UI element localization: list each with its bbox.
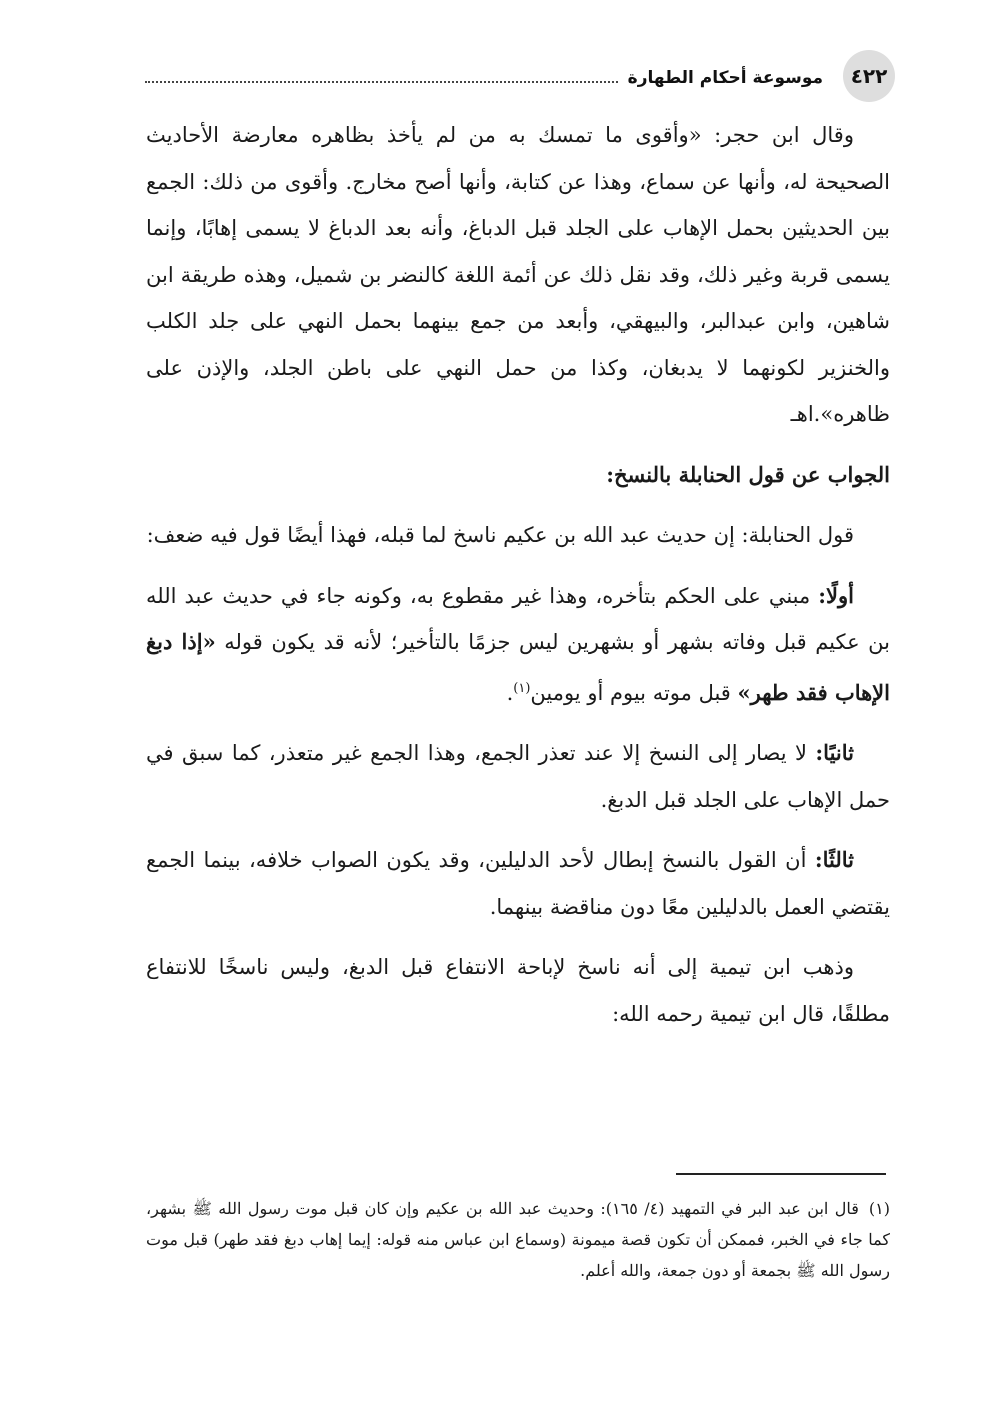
page-number: ٤٢٢	[850, 64, 888, 88]
footnote-separator	[676, 1173, 886, 1175]
page-number-badge	[843, 50, 895, 102]
paragraph-ibn-hajar-quote: وقال ابن حجر: «وأقوى ما تمسك به من لم يأخذ بظاهره معارضة الأحاديث الصحيحة له، وأنها عن سماع، وهذا عن كتابة، وأنها أصح مخارج. وأقوى من ذلك: الجمع بين الحديثين بحمل الإهاب على الجلد قبل الدباغ، وأنه بعد الدباغ لا يسمى إهابًا، وإنما يسمى قربة وغير ذلك، وقد نقل ذلك عن أئمة اللغة كالنضر بن شميل، وهذه طريقة ابن شاهين، وابن عبدالبر، والبيهقي، وأبعد من جمع بينهما بحمل النهي على جلد الكلب والخنزير لكونهما لا يدبغان، وكذا من حمل النهي على باطن الجلد، والإذن على ظاهره».اهـ	[146, 123, 890, 426]
point-label-third: ثالثًا:	[814, 847, 854, 872]
section-heading: الجواب عن قول الحنابلة بالنسخ:	[606, 461, 890, 487]
paragraph-second-point	[146, 730, 890, 823]
footnote-text: قال ابن عبد البر في التمهيد (٤/ ١٦٥): وحديث عبد الله بن عكيم وإن كان قبل موت رسول الله ﷺ بشهر، كما جاء في الخبر، فممكن أن تكون قصة ميمونة (وسماع ابن عباس منه قوله: إيما إهاب دبغ فقد طهر) قبل موت رسول الله ﷺ بجمعة أو دون جمعة، والله أعلم.	[146, 1199, 890, 1280]
footnote-item	[146, 1193, 890, 1286]
running-header	[145, 66, 833, 90]
paragraph-hanabila-claim: قول الحنابلة: إن حديث عبد الله بن عكيم ناسخ لما قبله، فهذا أيضًا قول فيه ضعف:	[146, 523, 854, 547]
second-point-text: لا يصار إلى النسخ إلا عند تعذر الجمع، وهذا الجمع غير متعذر، كما سبق في حمل الإهاب على الجلد قبل الدبغ.	[146, 741, 890, 812]
footnote-reference[interactable]: (١)	[513, 680, 531, 696]
footnotes-section	[146, 1193, 890, 1286]
main-text	[146, 112, 890, 1051]
page-header	[145, 50, 895, 100]
paragraph-third-point	[146, 837, 890, 930]
first-point-text-a: مبني على الحكم بتأخره، وهذا غير مقطوع به، وكونه جاء في حديث عبد الله بن عكيم قبل وفاته بشهر أو بشهرين ليس جزمًا بالتأخير؛ لأنه قد يكون قوله	[146, 583, 890, 654]
hadith-quote: «إذا دبغ الإهاب فقد طهر»	[146, 629, 890, 705]
point-label-second: ثانيًا:	[815, 740, 854, 765]
paragraph-first-point	[146, 573, 890, 717]
paragraph-ibn-taymiyya: وذهب ابن تيمية إلى أنه ناسخ لإباحة الانتفاع قبل الدبغ، وليس ناسخًا للانتفاع مطلقًا، قال ابن تيمية رحمه الله:	[146, 955, 890, 1026]
running-title: موسوعة أحكام الطهارة	[627, 68, 823, 88]
footnote-marker: (١)	[868, 1199, 891, 1218]
first-point-end: .	[506, 680, 514, 705]
first-point-text-b: قبل موته بيوم أو يومين	[530, 680, 738, 705]
header-dotted-leader	[145, 81, 618, 83]
point-label-first: أولًا:	[818, 582, 854, 608]
third-point-text: أن القول بالنسخ إبطال لأحد الدليلين، وقد يكون الصواب خلافه، بينما الجمع يقتضي العمل بالدليلين معًا دون مناقضة بينهما.	[146, 848, 890, 919]
